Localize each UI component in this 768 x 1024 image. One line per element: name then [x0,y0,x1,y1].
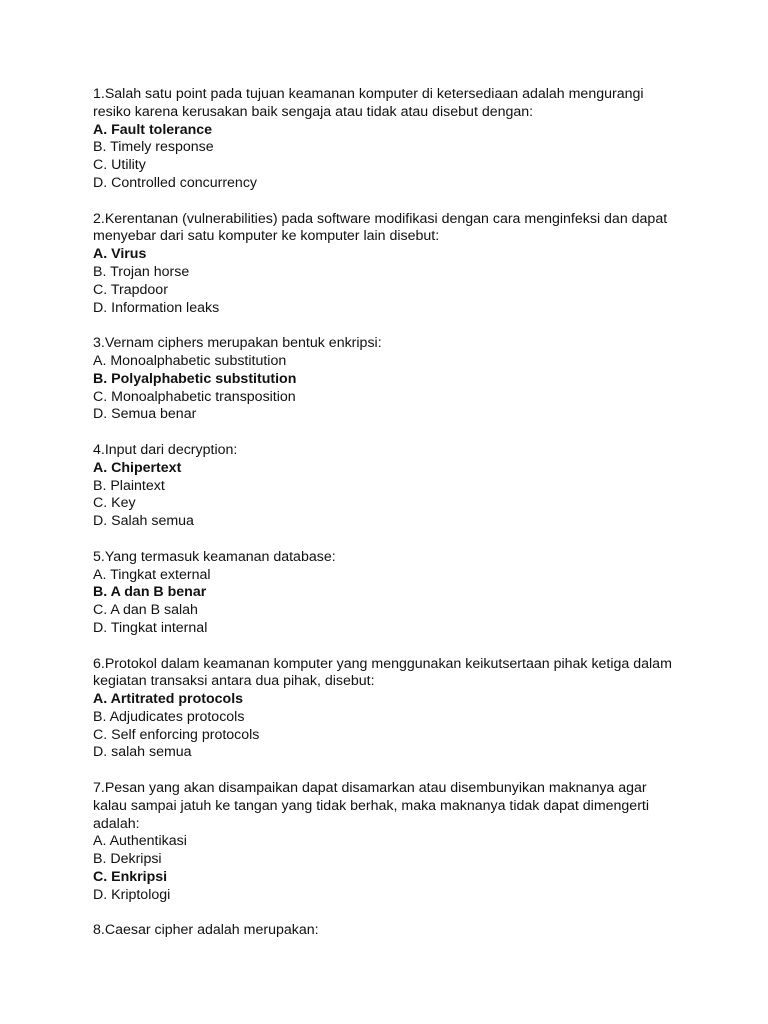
option-d: D. Semua benar [93,406,197,423]
option-c: C. Monoalphabetic transposition [93,388,296,405]
question-4 [93,442,713,531]
option-d: D. Kriptologi [93,886,171,903]
option-a-correct: A. Virus [93,246,147,263]
option-b: B. Adjudicates protocols [93,708,245,725]
option-d: D. Tingkat internal [93,619,208,636]
question-2 [93,211,713,318]
question-text: 5.Yang termasuk keamanan database: [93,548,336,565]
option-d: D. salah semua [93,744,192,761]
document-page [93,86,713,958]
question-7 [93,780,713,905]
option-c: C. A dan B salah [93,602,198,619]
option-a-correct: A. Artitrated protocols [93,691,244,708]
option-a-correct: A. Fault tolerance [93,121,213,138]
option-a: A. Authentikasi [93,833,187,850]
option-c: C. Trapdoor [93,281,168,298]
question-5 [93,549,713,638]
option-d: D. Information leaks [93,299,220,316]
option-c: C. Utility [93,157,146,174]
question-1 [93,86,713,193]
option-a: A. Monoalphabetic substitution [93,352,287,369]
option-b-correct: B. A dan B benar [93,584,207,601]
question-text: 6.Protokol dalam keamanan komputer yang menggunakan keikutsertaan pihak ketiga dalam kegiatan transaksi antara dua pihak, disebut: [93,655,672,690]
option-d: D. Salah semua [93,513,194,530]
question-text: 8.Caesar cipher adalah merupakan: [93,922,319,939]
question-3 [93,335,713,424]
option-b: B. Plaintext [93,477,165,494]
option-c: C. Self enforcing protocols [93,726,260,743]
option-c: C. Key [93,495,136,512]
option-a-correct: A. Chipertext [93,459,182,476]
option-b: B. Timely response [93,139,214,156]
option-a: A. Tingkat external [93,566,211,583]
question-6 [93,656,713,763]
option-c-correct: C. Enkripsi [93,869,168,886]
option-d: D. Controlled concurrency [93,174,258,191]
option-b-correct: B. Polyalphabetic substitution [93,370,297,387]
question-text: 2.Kerentanan (vulnerabilities) pada software modifikasi dengan cara menginfeksi dan dapat menyebar dari satu komputer ke komputer lain disebut: [93,210,668,245]
question-text: 4.Input dari decryption: [93,441,238,458]
question-8 [93,922,713,940]
option-b: B. Trojan horse [93,263,190,280]
option-b: B. Dekripsi [93,851,162,868]
question-text: 1.Salah satu point pada tujuan keamanan komputer di ketersediaan adalah mengurangi resiko karena kerusakan baik sengaja atau tidak atau disebut dengan: [93,86,644,120]
question-text: 7.Pesan yang akan disampaikan dapat disamarkan atau disembunyikan maknanya agar kalau sampai jatuh ke tangan yang tidak berhak, maka maknanya tidak dapat dimengerti adalah: [93,780,650,832]
question-text: 3.Vernam ciphers merupakan bentuk enkripsi: [93,335,382,352]
